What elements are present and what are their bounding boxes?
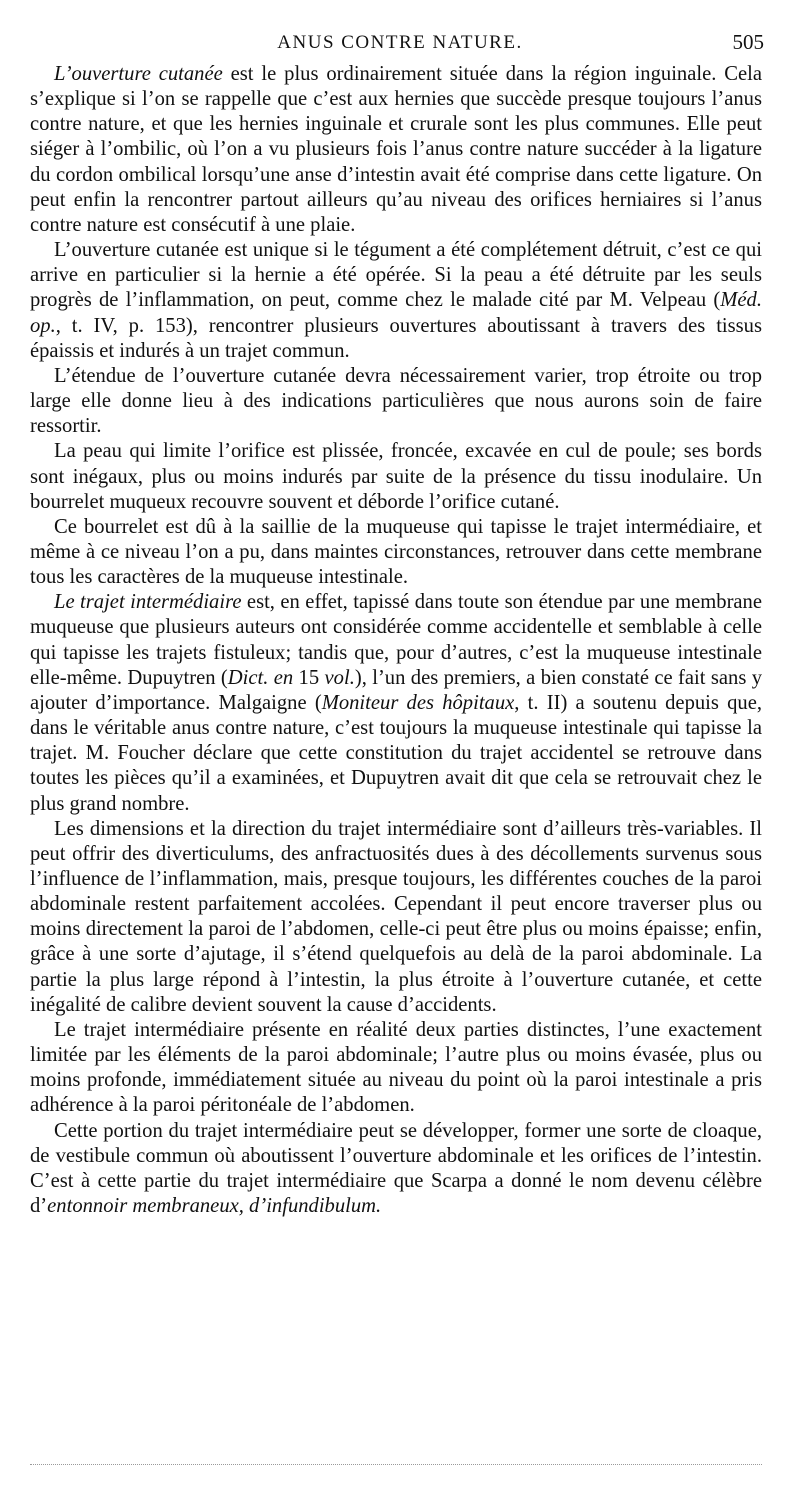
paragraph: [30, 238, 762, 364]
paragraph: [30, 590, 762, 816]
running-title: ANUS CONTRE NATURE.: [277, 32, 523, 53]
paragraph: [30, 439, 762, 514]
body-text: [30, 62, 762, 1219]
text-run: , t. IV, p. 153), rencontrer plusieurs ouvertures aboutissant à travers des tissus épaissis et indurés à un trajet commun.: [30, 314, 762, 362]
italic-text-run: vol.: [324, 666, 355, 689]
paragraph: [30, 515, 762, 590]
text-run: , t. II) a soutenu depuis que, dans le véritable anus contre nature, c’est toujours la muqueuse intestinale qui tapisse la trajet. M. Foucher déclare que cette constitution du trajet accidentel se retrouve dans toutes les pièces qu’il a examinées, et Dupuytren avait dit que cela se retrouvait chez le plus grand nombre.: [30, 691, 763, 815]
bottom-rule: [30, 1464, 762, 1465]
paragraph: [30, 364, 762, 439]
text-run: L’étendue de l’ouverture cutanée devra nécessairement varier, trop étroite ou trop large elle donne lieu à des indications particulières que nous aurons soin de faire ressortir.: [30, 364, 762, 438]
text-run: Ce bourrelet est dû à la saillie de la muqueuse qui tapisse le trajet intermédiaire, et même à ce niveau l’on a pu, dans maintes circonstances, retrouver dans cette membrane tous les caractères de la muqueuse intestinale.: [30, 515, 762, 589]
italic-text-run: Méd. op.: [30, 289, 762, 337]
paragraph: [30, 1119, 762, 1220]
italic-text-run: L’ouverture cutanée: [54, 63, 223, 85]
text-run: Le trajet intermédiaire présente en réalité deux parties distinctes, l’une exactement limitée par les éléments de la paroi abdominale; l’autre plus ou moins évasée, plus ou moins profonde, immédiatement située au niveau du point où la paroi intestinale a pris adhérence à la paroi péritonéale de l’abdomen.: [30, 1018, 762, 1117]
text-run: 15: [293, 666, 325, 689]
page-number: 505: [732, 30, 764, 54]
text-run: Les dimensions et la direction du trajet intermédiaire sont d’ailleurs très-variables. Il peut offrir des diverticulums, des anfractuosités dues à des décollements survenus sous l’influence de l’inflammation, mais, presque toujours, les différentes couches de la paroi abdominale restent parfaitement accolées. Cependant il peut encore traverser plus ou moins directement la paroi de l’abdomen, celle-ci peut être plus ou moins épaisse; enfin, grâce à une sorte d’ajutage, il s’étend quelquefois au delà de la paroi abdominale. La partie la plus large répond à l’intestin, la plus étroite à l’ouverture cutanée, et cette inégalité de calibre devient souvent la cause d’accidents.: [30, 817, 762, 1016]
page-header: [30, 30, 770, 62]
italic-text-run: entonnoir membraneux, d’infundibulum.: [47, 1195, 382, 1218]
italic-text-run: Dict. en: [227, 666, 294, 689]
italic-text-run: Le trajet intermédiaire: [54, 591, 242, 614]
italic-text-run: Moniteur des hôpitaux: [321, 691, 515, 714]
text-run: est, en effet, tapissé dans toute son étendue par une membrane muqueuse que plusieurs auteurs ont considérée comme accidentelle et semblable à celle qui tapisse les trajets fistuleux; tandis que, pour d’autres, c’est la muqueuse intestinale elle-même. Dupuytren (: [30, 591, 762, 689]
text-run: est le plus ordinairement située dans la région inguinale. Cela s’explique si l’on se rappelle que c’est aux hernies que succède presque toujours l’anus contre nature, et que les hernies inguinale et crurale sont les plus communes. Elle peut siéger à l’ombilic, où l’on a vu plusieurs fois l’anus contre nature succéder à la ligature du cordon ombilical lorsqu’une anse d’intestin avait été comprise dans cette ligature. On peut enfin la rencontrer partout ailleurs qu’au niveau des orifices herniaires si l’anus contre nature est consécutif à une plaie.: [30, 63, 762, 236]
paragraph: [30, 817, 762, 1018]
text-run: ), l’un des premiers, a bien constaté ce fait sans y ajouter d’importance. Malgaigne (: [30, 666, 763, 714]
paragraph: [30, 1018, 762, 1119]
text-run: Cette portion du trajet intermédiaire peut se développer, former une sorte de cloaque, de vestibule commun où aboutissent l’ouverture abdominale et les orifices de l’intestin. C’est à cette partie du trajet intermédiaire que Scarpa a donné le nom devenu célèbre d’: [30, 1119, 762, 1218]
text-run: La peau qui limite l’orifice est plissée, froncée, excavée en cul de poule; ses bords sont inégaux, plus ou moins indurés par suite de la présence du tissu inodulaire. Un bourrelet muqueux recouvre souvent et déborde l’orifice cutané.: [30, 440, 762, 513]
paragraph: [30, 62, 762, 238]
text-run: L’ouverture cutanée est unique si le tégument a été complétement détruit, c’est ce qui arrive en particulier si la hernie a été opérée. Si la peau a été détruite par les seuls progrès de l’inflammation, on peut, comme chez le malade cité par M. Velpeau (: [30, 239, 762, 312]
